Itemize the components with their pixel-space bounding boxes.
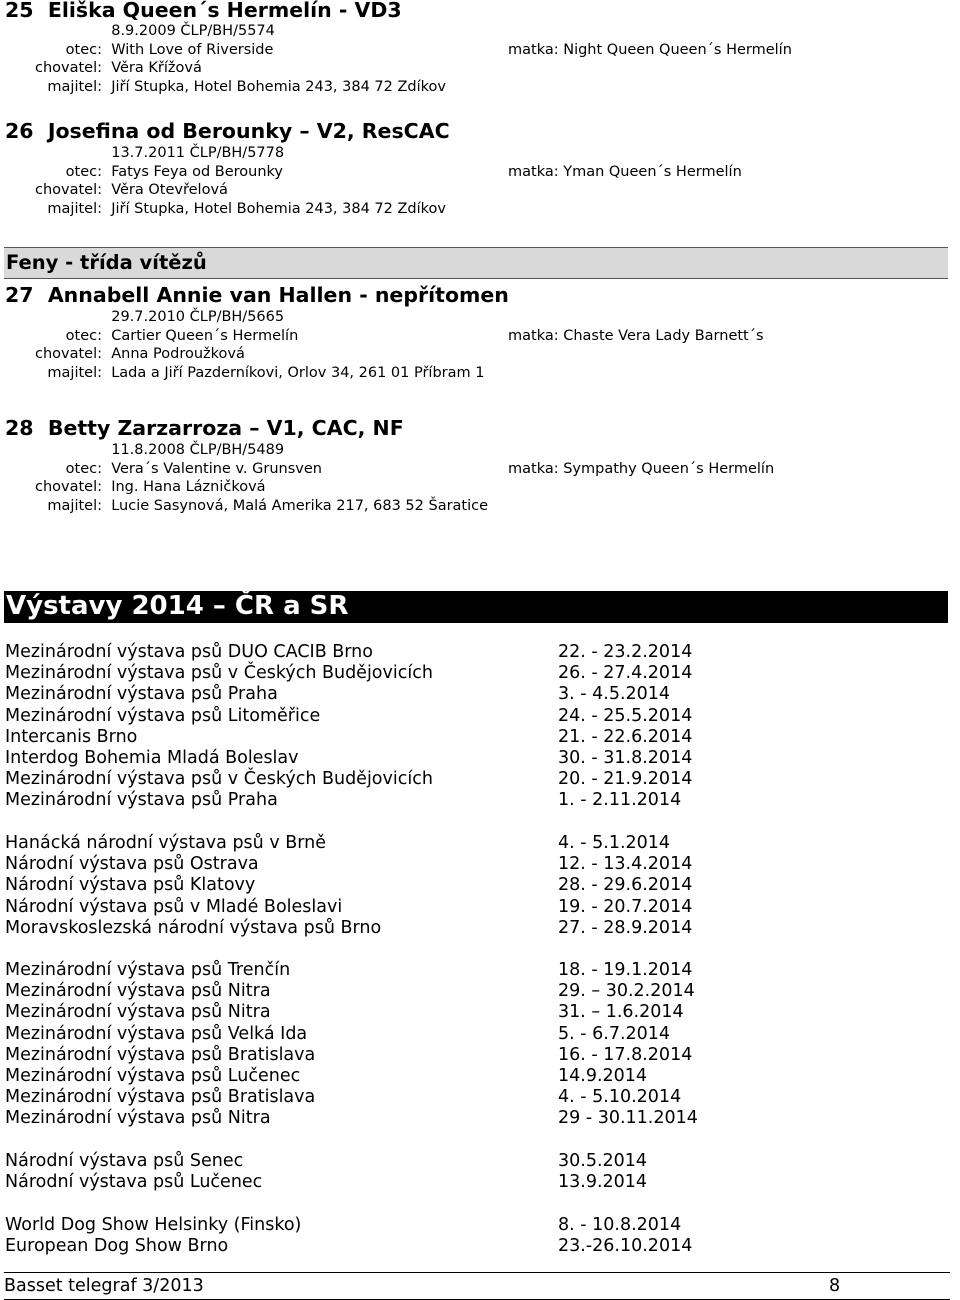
show-name: Mezinárodní výstava psů Velká Ida xyxy=(5,1023,308,1044)
show-row xyxy=(5,1215,725,1236)
show-name: Moravskoslezská národní výstava psů Brno xyxy=(5,917,382,938)
show-date: 22. - 23.2.2014 xyxy=(558,642,693,662)
breeder-label: chovatel: xyxy=(34,182,102,199)
section-title: Feny - třída vítězů xyxy=(6,251,207,274)
show-name: Národní výstava psů Lučenec xyxy=(5,1172,263,1193)
show-date: 29. – 30.2.2014 xyxy=(558,981,695,1002)
sire-label: otec: xyxy=(65,41,102,58)
dam-name: matka: Chaste Vera Lady Barnett´s xyxy=(508,328,764,344)
show-date: 19. - 20.7.2014 xyxy=(558,896,693,917)
show-row xyxy=(5,642,725,663)
owner-name: Jiří Stupka, Hotel Bohemia 243, 384 72 Zdíkov xyxy=(111,78,446,95)
dog-meta xyxy=(0,22,446,96)
show-name: Intercanis Brno xyxy=(5,726,138,747)
show-date: 1. - 2.11.2014 xyxy=(558,790,682,811)
page-footer xyxy=(4,1272,950,1300)
show-row xyxy=(5,875,725,896)
show-date: 27. - 28.9.2014 xyxy=(558,917,693,938)
show-date: 5. - 6.7.2014 xyxy=(558,1023,671,1044)
show-name: Hanácká národní výstava psů v Brně xyxy=(5,833,326,853)
entry-number: 28 xyxy=(5,416,34,440)
show-date: 14.9.2014 xyxy=(558,1066,648,1086)
show-row xyxy=(5,960,725,981)
show-date: 13.9.2014 xyxy=(558,1172,648,1193)
show-name: Mezinárodní výstava psů Lučenec xyxy=(5,1066,301,1086)
show-row xyxy=(5,706,725,727)
show-date: 3. - 4.5.2014 xyxy=(558,684,671,705)
sire-name: Vera´s Valentine v. Grunsven xyxy=(111,460,322,477)
show-date: 30.5.2014 xyxy=(558,1151,648,1171)
show-name: Národní výstava psů Klatovy xyxy=(5,875,256,896)
page-number: 8 xyxy=(829,1276,841,1296)
show-row xyxy=(5,981,725,1002)
publication-name: Basset telegraf 3/2013 xyxy=(4,1276,204,1296)
breeder-name: Věra Křížová xyxy=(111,60,202,77)
show-row xyxy=(5,1066,725,1087)
show-row xyxy=(5,1024,725,1045)
show-date: 24. - 25.5.2014 xyxy=(558,705,693,726)
show-name: Mezinárodní výstava psů Trenčín xyxy=(5,960,291,980)
show-row xyxy=(5,854,725,875)
dog-name: Betty Zarzarroza – V1, CAC, NF xyxy=(47,416,404,440)
show-name: European Dog Show Brno xyxy=(5,1236,229,1257)
show-row xyxy=(5,663,725,684)
show-row xyxy=(5,748,725,769)
dog-name: Annabell Annie van Hallen - nepřítomen xyxy=(47,283,509,307)
show-date: 4. - 5.10.2014 xyxy=(558,1087,682,1108)
show-name: Interdog Bohemia Mladá Boleslav xyxy=(5,748,299,768)
show-date: 8. - 10.8.2014 xyxy=(558,1215,682,1235)
show-date: 12. - 13.4.2014 xyxy=(558,854,693,875)
show-row xyxy=(5,684,725,705)
breeder-label: chovatel: xyxy=(34,346,102,363)
owner-label: majitel: xyxy=(47,364,102,381)
entry-number: 26 xyxy=(5,119,34,143)
show-name: Mezinárodní výstava psů Praha xyxy=(5,790,278,811)
show-date: 4. - 5.1.2014 xyxy=(558,833,671,853)
show-row xyxy=(5,769,725,790)
dog-name: Josefina od Berounky – V2, ResCAC xyxy=(47,119,450,143)
show-date: 29 - 30.11.2014 xyxy=(558,1108,698,1129)
show-date: 31. – 1.6.2014 xyxy=(558,1002,684,1023)
show-name: Mezinárodní výstava psů DUO CACIB Brno xyxy=(5,642,373,662)
dog-title xyxy=(5,0,402,22)
show-row xyxy=(5,1002,725,1023)
owner-name: Lucie Sasynová, Malá Amerika 217, 683 52 Šaratice xyxy=(111,497,489,514)
show-row xyxy=(5,1172,725,1193)
sire-label: otec: xyxy=(65,460,102,477)
show-row xyxy=(5,727,725,748)
breeder-label: chovatel: xyxy=(34,479,102,496)
show-date: 30. - 31.8.2014 xyxy=(558,748,693,768)
show-name: Mezinárodní výstava psů v Českých Budějovicích xyxy=(5,769,433,790)
show-row xyxy=(5,897,725,918)
section-header xyxy=(4,247,948,279)
show-row xyxy=(5,833,725,854)
show-row xyxy=(5,1236,725,1257)
shows-title: Výstavy 2014 – ČR a SR xyxy=(6,591,349,621)
show-date: 18. - 19.1.2014 xyxy=(558,960,693,980)
show-date: 26. - 27.4.2014 xyxy=(558,663,693,684)
breeder-name: Ing. Hana Lázničková xyxy=(111,479,266,496)
show-name: Národní výstava psů v Mladé Boleslavi xyxy=(5,896,343,917)
show-name: Mezinárodní výstava psů Nitra xyxy=(5,1002,271,1023)
breeder-name: Anna Podroužková xyxy=(111,346,245,363)
entry-number: 25 xyxy=(5,0,34,22)
show-row xyxy=(5,918,725,939)
sire-name: With Love of Riverside xyxy=(111,41,274,58)
show-name: Mezinárodní výstava psů v Českých Budějovicích xyxy=(5,663,433,684)
breeder-name: Věra Otevřelová xyxy=(111,182,228,199)
show-row xyxy=(5,790,725,811)
dam-name: matka: Sympathy Queen´s Hermelín xyxy=(508,461,775,477)
breeder-label: chovatel: xyxy=(34,60,102,77)
show-row xyxy=(5,1045,725,1066)
show-name: Mezinárodní výstava psů Bratislava xyxy=(5,1087,316,1108)
dog-name: Eliška Queen´s Hermelín - VD3 xyxy=(47,0,402,22)
show-date: 16. - 17.8.2014 xyxy=(558,1044,693,1065)
dog-title xyxy=(5,416,404,440)
show-row xyxy=(5,1087,725,1108)
show-row xyxy=(5,1151,725,1172)
owner-name: Jiří Stupka, Hotel Bohemia 243, 384 72 Zdíkov xyxy=(111,200,446,217)
show-date: 23.-26.10.2014 xyxy=(558,1236,693,1257)
show-name: Národní výstava psů Ostrava xyxy=(5,854,259,875)
show-name: Národní výstava psů Senec xyxy=(5,1151,244,1171)
show-row xyxy=(5,1108,725,1129)
dam-name: matka: Yman Queen´s Hermelín xyxy=(508,164,742,180)
show-name: World Dog Show Helsinky (Finsko) xyxy=(5,1215,302,1235)
show-date: 21. - 22.6.2014 xyxy=(558,726,693,747)
show-date: 28. - 29.6.2014 xyxy=(558,875,693,896)
birth-registration: 13.7.2011 ČLP/BH/5778 xyxy=(111,145,285,161)
entry-number: 27 xyxy=(5,283,34,307)
show-name: Mezinárodní výstava psů Nitra xyxy=(5,1108,271,1129)
owner-label: majitel: xyxy=(47,200,102,217)
owner-name: Lada a Jiří Pazderníkovi, Orlov 34, 261 01 Příbram 1 xyxy=(111,364,485,381)
shows-header xyxy=(4,591,948,623)
dog-meta xyxy=(0,441,488,515)
sire-name: Cartier Queen´s Hermelín xyxy=(111,327,299,344)
dog-meta xyxy=(0,308,484,382)
show-date: 20. - 21.9.2014 xyxy=(558,769,693,790)
owner-label: majitel: xyxy=(47,78,102,95)
dog-meta xyxy=(0,144,446,218)
dam-name: matka: Night Queen Queen´s Hermelín xyxy=(508,42,792,58)
birth-registration: 8.9.2009 ČLP/BH/5574 xyxy=(111,23,275,39)
birth-registration: 11.8.2008 ČLP/BH/5489 xyxy=(111,442,285,458)
birth-registration: 29.7.2010 ČLP/BH/5665 xyxy=(111,309,285,325)
sire-name: Fatys Feya od Berounky xyxy=(111,163,283,180)
show-name: Mezinárodní výstava psů Nitra xyxy=(5,981,271,1002)
dog-title xyxy=(5,283,509,307)
sire-label: otec: xyxy=(65,327,102,344)
show-name: Mezinárodní výstava psů Praha xyxy=(5,684,278,705)
sire-label: otec: xyxy=(65,163,102,180)
show-name: Mezinárodní výstava psů Bratislava xyxy=(5,1044,316,1065)
dog-title xyxy=(5,119,450,143)
show-name: Mezinárodní výstava psů Litoměřice xyxy=(5,705,321,726)
owner-label: majitel: xyxy=(47,497,102,514)
